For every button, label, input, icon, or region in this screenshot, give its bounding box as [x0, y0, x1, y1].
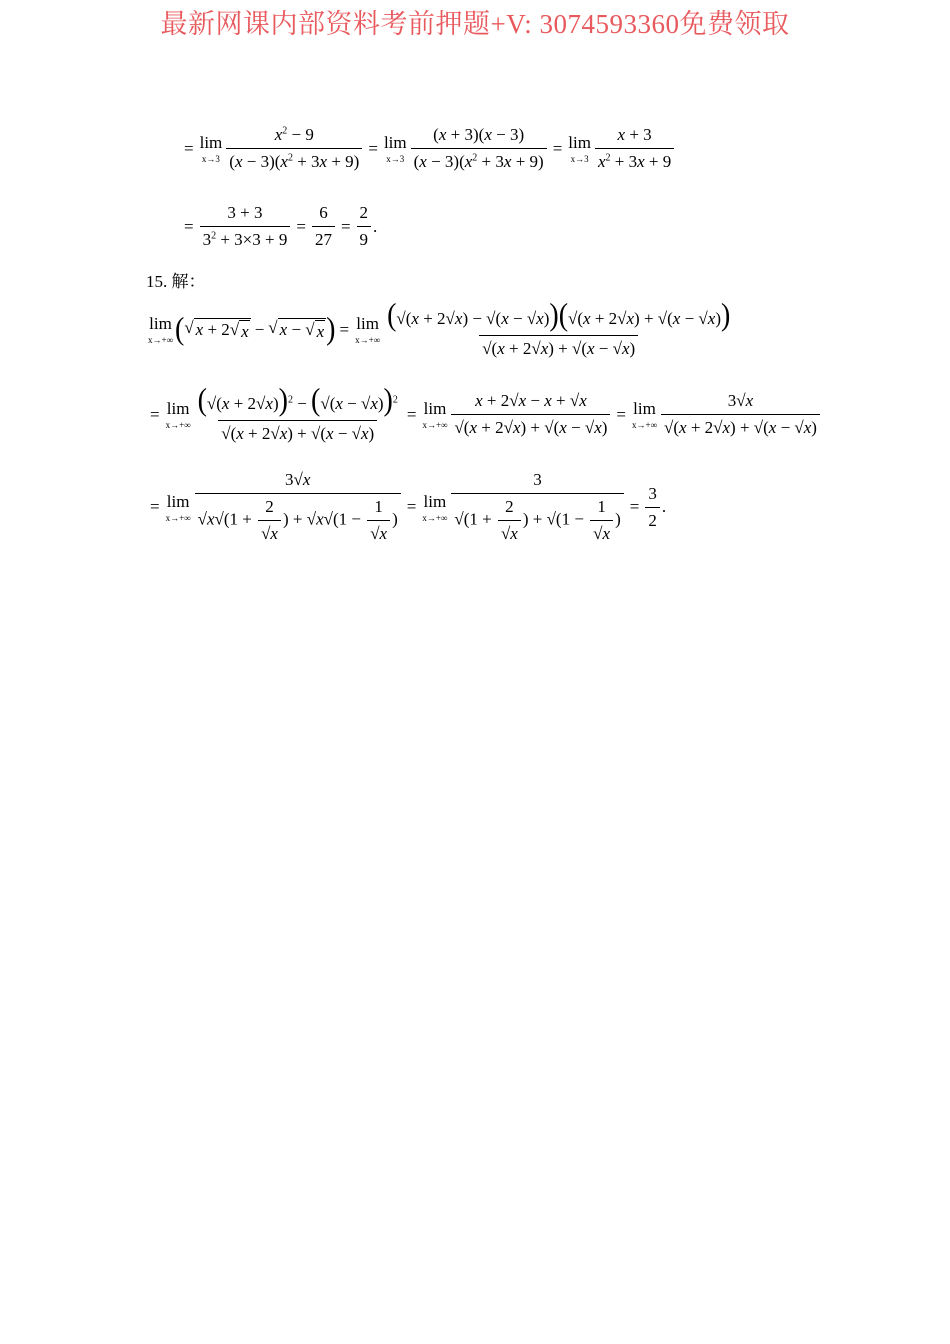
equation-line-2: = $\frac{3 + 3}{3^2 + 3\times 3 + 9}$ = $\frac{6}{27}$ = $\frac{2}{9}$ .: [184, 203, 378, 249]
problem-15-label: 15. 解：: [146, 272, 206, 291]
equation-line-4: = lim x→+∞ $\frac{(√(x + 2√x))^2 - (√(x - √x))^2}{√(x + 2√x) + √(x - √x)}$ = lim x→+∞ $\frac{x + 2√x - x + √x}{√(x + 2√x) + √(x - √x)}$ = lim x→+∞ $\frac{3√x}{√(x + 2√x) + √(x - √x)}$: [146, 385, 822, 444]
equation-line-1: = lim x→3 $\frac{x^2 - 9}{(x - 3)(x^2 + 3x + 9)}$ = lim x→3 $\frac{(x + 3)(x - 3)}{(x - 3)(x^2 + 3x + 9)}$ = lim x→3 $\frac{x + 3}{x^2 + 3x + 9}$: [180, 125, 676, 172]
watermark-banner: 最新网课内部资料考前押题+V: 3074593360免费领取: [160, 9, 790, 39]
equation-line-5: = lim x→+∞ 3√x √x√(1 + $\frac{2}{√x}$ ) + √x√(1 − $\frac{1}{√x}$ ) = lim x→+∞ 3 √(1 + $\frac{2}{√x}$ ) + √(1 − $\frac{1}{√x}$ ) = $\frac{3}{2}$ .: [150, 470, 667, 543]
equation-line-3: lim x→+∞ ( √ x + 2 √ x − √ x − √ x ) = lim x→+∞ $\frac{(√(x + 2√x) - √(x - √x))(√(x + 2√x) + √(x - √x))}{√(x + 2√x) + √(x - √x)}$: [148, 297, 731, 358]
